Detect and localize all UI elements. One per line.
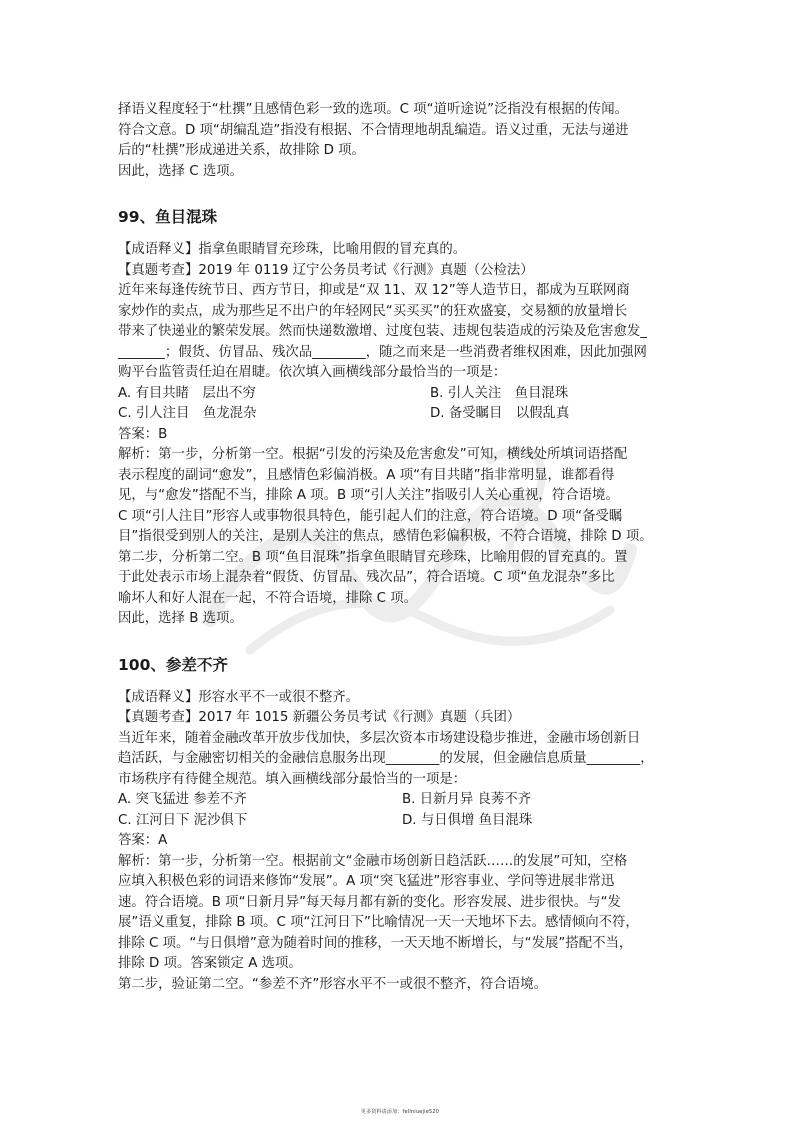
text-line: 择语义程度轻于“杜撰”且感情色彩一致的选项。C 项“道听途说”泛指没有根据的传闻。 [118,102,629,117]
option-a: A. 突飞猛进 参差不齐 [118,792,247,807]
analysis-line: 目”指很受到别人的关注，是别人关注的焦点，感情色彩偏积极，不符合语境，排除 D 项。 [118,529,653,544]
exam-source: 【真题考查】2017 年 1015 新疆公务员考试《行测》真题（兵团） [118,710,521,725]
previous-analysis-tail [118,100,690,182]
question-line: 家炒作的卖点，成为那些足不出户的年轻网民“买买买”的狂欢盛宴，交易额的放量增长 [118,303,628,319]
options-grid [118,384,690,425]
option-d: D. 与日俱增 鱼目混珠 [402,812,533,828]
analysis-line: 排除 C 项。“与日俱增”意为随着时间的推移，一天天地不断增长，与“发展”搭配不当， [118,935,633,951]
option-b: B. 日新月异 良莠不齐 [402,792,532,807]
analysis-line: 因此，选择 B 选项。 [118,611,243,626]
page-footer: 更多资料请添加：fellniuejie520 [360,1109,440,1115]
analysis-line: C 项“引人注目”形容人或事物很具特色，能引起人们的注意，符合语境。D 项“备受瞩 [118,508,623,524]
exam-source: 【真题考查】2019 年 0119 辽宁公务员考试《行测》真题（公检法） [118,262,534,278]
section-100 [118,654,690,996]
option-d: D. 备受瞩目 以假乱真 [430,406,570,421]
question-line: 购平台监管责任迫在眉睫。依次填入画横线部分最恰当的一项是： [118,365,507,380]
text-line: 后的“杜撰”形成递进关系，故排除 D 项。 [118,143,365,158]
analysis-line: 解析：第一步，分析第一空。根据前文“金融市场创新日趋活跃……的发展”可知，空格 [118,853,628,869]
analysis-line: 喻坏人和好人混在一起，不符合语境，排除 C 项。 [118,590,418,606]
section-heading: 99、鱼目混珠 [118,208,218,226]
analysis-line: 排除 D 项。答案锁定 A 选项。 [118,956,302,971]
question-line: 当近年来，随着金融改革开放步伐加快，多层次资本市场建设稳步推进，金融市场创新日 [118,730,641,746]
text-line: 因此，选择 C 选项。 [118,163,243,179]
text-line: 符合文意。D 项“胡编乱造”指没有根据、不合情理地胡乱编造。语义过重，无法与递进 [118,122,629,138]
answer: 答案：B [118,426,168,442]
section-99 [118,206,690,630]
idiom-meaning: 【成语释义】形容水平不一或很不整齐。 [118,689,360,705]
analysis-line: 第二步，分析第二空。B 项“鱼目混珠”指拿鱼眼睛冒充珍珠，比喻用假的冒充真的。置 [118,549,628,565]
option-b: B. 引人关注 鱼目混珠 [430,385,569,401]
analysis-line: 于此处表示市场上混杂着“假货、仿冒品、残次品”，符合语境。C 项“鱼龙混杂”多比 [118,570,615,585]
section-heading: 100、参差不齐 [118,655,228,674]
option-a: A. 有目共睹 层出不穷 [118,385,256,401]
analysis-line: 见，与“愈发”搭配不当，排除 A 项。B 项“引人关注”指吸引人关心重视，符合语境。 [118,488,619,503]
analysis-line: 应填入积极色彩的词语来修饰“发展”。A 项“突飞猛进”形容事业、学问等进展非常迅 [118,874,615,889]
question-line: 带来了快递业的繁荣发展。然而快递数激增、过度包装、违规包装造成的污染及危害愈发_ [118,324,647,339]
option-c: C. 江河日下 泥沙俱下 [118,812,248,828]
question-line: 市场秩序有待健全规范。填入画横线部分最恰当的一项是： [118,771,467,787]
answer: 答案：A [118,833,168,848]
option-c: C. 引人注目 鱼龙混杂 [118,406,257,421]
analysis-line: 速。符合语境。B 项“日新月异”每天每月都有新的变化。形容发展、进步很快。与“发 [118,894,621,910]
question-line: 近年来每逢传统节日、西方节日，抑或是“双 11、双 12”等人造节日，都成为互联网商 [118,283,630,298]
analysis-line: 表示程度的副词“愈发”，且感情色彩偏消极。A 项“有目共睹”指非常明显，谁都看得 [118,467,615,483]
analysis-line: 第二步，验证第二空。“参差不齐”形容水平不一或很不整齐，符合语境。 [118,976,547,992]
question-line: 趋活跃，与金融密切相关的金融信息服务出现________的发展，但金融信息质量________， [118,751,654,766]
analysis-line: 展”语义重复，排除 B 项。C 项“江河日下”比喻情况一天一天地坏下去。感情倾向不符， [118,915,639,930]
idiom-meaning: 【成语释义】指拿鱼眼睛冒充珍珠，比喻用假的冒充真的。 [118,242,467,257]
options-grid [118,790,690,831]
question-line: _______；假货、仿冒品、残次品________，随之而来是一些消费者维权困难，因此加强网 [118,344,647,360]
document-page [118,100,690,995]
analysis-line: 解析：第一步，分析第一空。根据“引发的污染及危害愈发”可知，横线处所填词语搭配 [118,447,628,462]
